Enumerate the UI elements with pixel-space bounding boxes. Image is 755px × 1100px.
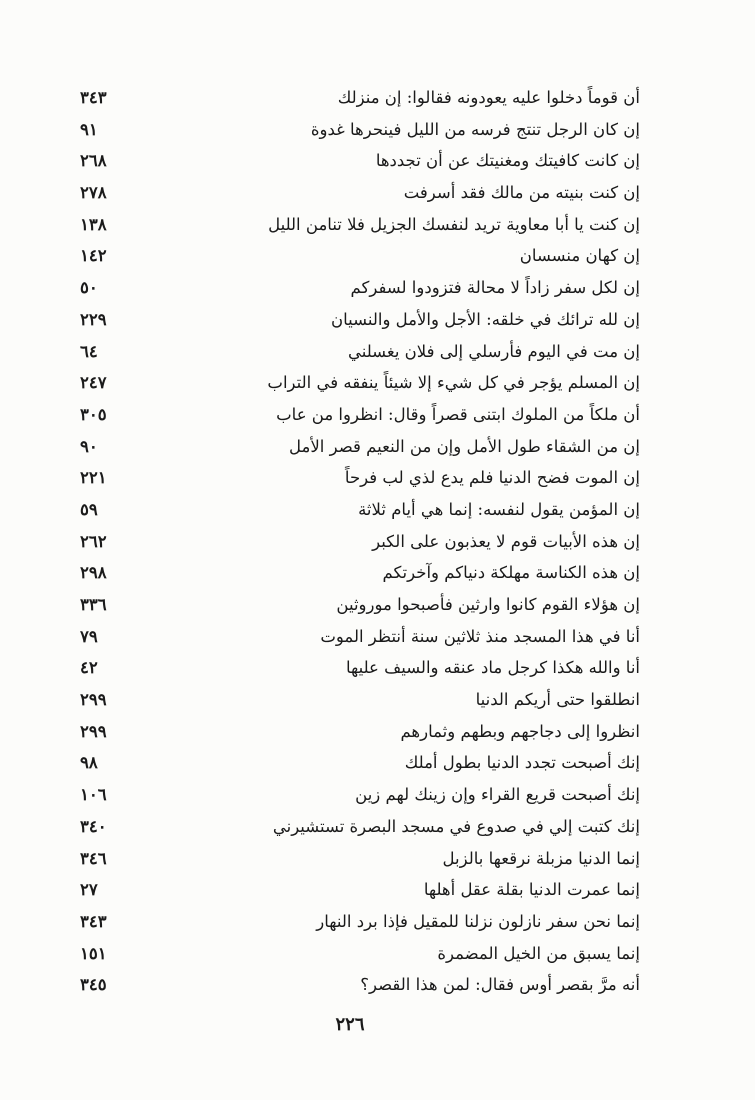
entry-page-number: ٢٩٨	[80, 563, 107, 583]
entry-page-number: ٦٤	[80, 341, 98, 361]
entry-text: إن المسلم يؤجر في كل شيء إلا شيئاً ينفقه في التراب	[267, 373, 640, 393]
index-entry	[80, 747, 640, 779]
entry-text: إنما الدنيا مزبلة نرقعها بالزبل	[442, 848, 640, 868]
entry-page-number: ٩٠	[80, 436, 98, 456]
entry-text: انظروا إلى دجاجهم وبطهم وثمارهم	[400, 721, 640, 741]
entry-text: أنا في هذا المسجد منذ ثلاثين سنة أنتظر الموت	[320, 626, 640, 646]
entry-text: إن من الشقاء طول الأمل وإن من النعيم قصر الأمل	[289, 436, 640, 456]
entry-text: إن مت في اليوم فأرسلي إلى فلان يغسلني	[347, 341, 640, 361]
entry-text: إن هذه الكناسة مهلكة دنياكم وآخرتكم	[382, 563, 640, 583]
entry-text: إنك أصبحت تجدد الدنيا بطول أملك	[404, 753, 640, 773]
index-entry	[80, 304, 640, 336]
index-entry	[80, 82, 640, 114]
entry-text: إن كان الرجل تنتج فرسه من الليل فينحرها غدوة	[310, 119, 640, 139]
index-entry	[80, 272, 640, 304]
entry-page-number: ٢٧٨	[80, 183, 107, 203]
index-entry	[80, 462, 640, 494]
index-entry	[80, 621, 640, 653]
entry-page-number: ٢٢٩	[80, 309, 107, 329]
index-entry	[80, 652, 640, 684]
entry-page-number: ٢٩٩	[80, 690, 107, 710]
entry-page-number: ٣٣٦	[80, 595, 107, 614]
index-entry	[80, 526, 640, 558]
index-entry	[80, 336, 640, 368]
entry-page-number: ٣٤٥	[80, 975, 107, 995]
index-entry	[80, 843, 640, 875]
index-entry	[80, 779, 640, 811]
entry-text: انطلقوا حتى أريكم الدنيا	[475, 690, 640, 710]
index-entries-list	[80, 82, 640, 1001]
entry-text: إن الموت فضح الدنيا فلم يدع لذي لب فرحاً	[344, 468, 640, 488]
entry-page-number: ٧٩	[80, 626, 98, 646]
entry-page-number: ١٣٨	[80, 214, 107, 234]
entry-page-number: ١٤٢	[80, 246, 107, 266]
entry-page-number: ٢٦٢	[80, 531, 107, 551]
entry-page-number: ٣٤٣	[80, 88, 107, 107]
index-entry	[80, 589, 640, 621]
entry-text: إن كنت يا أبا معاوية تريد لنفسك الجزيل فلا تنامن الليل	[268, 214, 640, 234]
entry-page-number: ٢٩٩	[80, 721, 107, 741]
entry-page-number: ١٠٦	[80, 785, 107, 805]
entry-page-number: ١٥١	[80, 943, 107, 963]
entry-text: إن المؤمن يقول لنفسه: إنما هي أيام ثلاثة	[358, 499, 640, 519]
index-entry	[80, 209, 640, 241]
entry-text: إنك كتبت إلي في صدوع في مسجد البصرة تستشيرني	[272, 816, 640, 836]
entry-text: إن كهان منسسان	[519, 246, 640, 266]
entry-text: أنا والله هكذا كرجل ماد عنقه والسيف عليها	[345, 658, 640, 678]
entry-page-number: ٣٤٣	[80, 911, 107, 931]
entry-text: إنما نحن سفر نازلون نزلنا للمقيل فإذا برد النهار	[316, 911, 640, 931]
page-number: ٢٢٦	[335, 1014, 365, 1035]
index-entry	[80, 240, 640, 272]
entry-page-number: ٢٧	[80, 880, 98, 900]
index-entry	[80, 874, 640, 906]
index-entry	[80, 684, 640, 716]
entry-text: إن لله ترائك في خلقه: الأجل والأمل والنسيان	[331, 309, 640, 329]
entry-page-number: ٣٤٠	[80, 816, 107, 836]
entry-page-number: ٢٤٧	[80, 373, 107, 393]
entry-page-number: ٣٤٦	[80, 848, 107, 868]
index-entry	[80, 399, 640, 431]
entry-text: إنك أصبحت قريع القراء وإن زينك لهم زين	[355, 785, 640, 805]
index-entry	[80, 367, 640, 399]
entry-text: إن كنت بنيته من مالك فقد أسرفت	[403, 183, 640, 203]
entry-text: إن لكل سفر زاداً لا محالة فتزودوا لسفركم	[350, 278, 640, 298]
entry-page-number: ٥٩	[80, 499, 98, 519]
entry-page-number: ٩٨	[80, 753, 98, 773]
entry-page-number: ٢٢١	[80, 468, 107, 488]
entry-text: إن هؤلاء القوم كانوا وارثين فأصبحوا موروثين	[336, 595, 640, 614]
index-entry	[80, 431, 640, 463]
entry-text: إنما يسبق من الخيل المضمرة	[437, 943, 640, 963]
index-entry	[80, 716, 640, 748]
index-entry	[80, 177, 640, 209]
entry-text: إنما عمرت الدنيا بقلة عقل أهلها	[423, 880, 640, 900]
entry-page-number: ٢٦٨	[80, 151, 107, 171]
entry-text: أن ملكاً من الملوك ابتنى قصراً وقال: انظروا من عاب	[276, 404, 640, 424]
entry-page-number: ٤٢	[80, 658, 98, 678]
entry-page-number: ٣٠٥	[80, 404, 107, 424]
entry-text: أنه مرَّ بقصر أوس فقال: لمن هذا القصر؟	[360, 975, 640, 995]
index-entry	[80, 494, 640, 526]
entry-page-number: ٥٠	[80, 278, 98, 298]
entry-text: أن قوماً دخلوا عليه يعودونه فقالوا: إن منزلك	[337, 88, 640, 107]
index-entry	[80, 938, 640, 970]
entry-page-number: ٩١	[80, 119, 98, 139]
index-entry	[80, 969, 640, 1001]
index-entry	[80, 114, 640, 146]
index-entry	[80, 906, 640, 938]
index-entry	[80, 557, 640, 589]
index-entry	[80, 811, 640, 843]
entry-text: إن هذه الأبيات قوم لا يعذبون على الكبر	[372, 531, 640, 551]
entry-text: إن كانت كافيتك ومغنيتك عن أن تجددها	[375, 151, 640, 171]
index-entry	[80, 145, 640, 177]
